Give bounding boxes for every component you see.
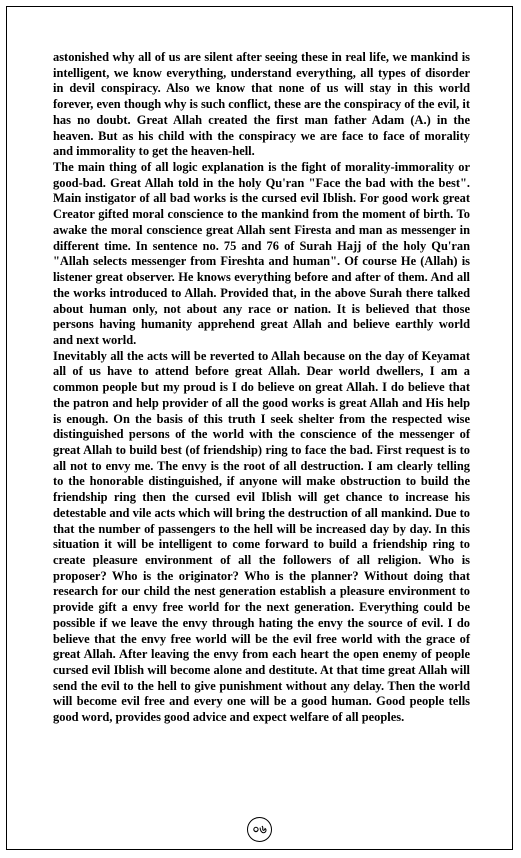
paragraph-1: astonished why all of us are silent after seeing these in real life, we mankind is intelligent, we know everything, understand everything, all types of disorder in devil conspiracy. Also we know that none of us will stay in this world forever, even though why is such conflict, these are the conspiracy of the evil, it has no doubt. Great Allah created the first man father Adam (A.) in the heaven. But as his child with the conspiracy we are face to face of morality and immorality to get the heaven-hell. — [53, 50, 470, 159]
page-number: ০৬ — [247, 817, 272, 842]
body-text — [53, 50, 470, 726]
paragraph-3: Inevitably all the acts will be reverted to Allah because on the day of Keyamat all of us have to attend before great Allah. Dear world dwellers, I am a common people but my proud is I do believe on great Allah. I do believe that the patron and help provider of all the good works is great Allah and His help is enough. On the basis of this truth I seek shelter from the respected wise distinguished persons of the world with the conscience of the messenger of great Allah to build best (of friendship) ring to face the bad. First request is to all not to envy me. The envy is the root of all destruction. I am clearly telling to the honorable distinguished, if anyone will make obstruction to build the friendship ring then the cursed evil Iblish will get chance to increase his detestable and vile acts which will bring the destruction of all mankind. Due to that the number of passengers to the hell will be increased day by day. In this situation it will be intelligent to come forward to build a friendship ring to create pleasure environment of all the followers of all religion. Who is proposer? Who is the originator? Who is the planner? Without doing that research for our child the nest generation establish a pleasure environment to provide gift a envy free world for the next generation. Everything could be possible if we leave the envy through hating the envy the source of evil. I do believe that the envy free world will be the evil free world with the grace of great Allah. After leaving the envy from each heart the open enemy of people cursed evil Iblish will become alone and destitute. At that time great Allah will send the evil to the hell to give punishment without any delay. Then the world will become evil free and every one will be a good human. Good people tells good word, provides good advice and expect welfare of all peoples. — [53, 348, 470, 725]
paragraph-2: The main thing of all logic explanation is the fight of morality-immorality or good-bad. Great Allah told in the holy Qu'ran "Face the bad with the best". Main instigator of all bad works is the cursed evil Iblish. For good work great Creator gifted moral conscience to the mankind from the moment of birth. To awake the moral conscience great Allah sent Firesta and man as messenger in different time. In sentence no. 75 and 76 of Surah Hajj of the holy Qu'ran "Allah selects messenger from Fireshta and human". Of course He (Allah) is listener great observer. He knows everything before and after of them. And all the works introduced to Allah. Provided that, in the above Surah there talked about human only, not about any race or nation. It is believed that those persons having humanity apprehend great Allah and believe earthly world and next world. — [53, 160, 470, 347]
